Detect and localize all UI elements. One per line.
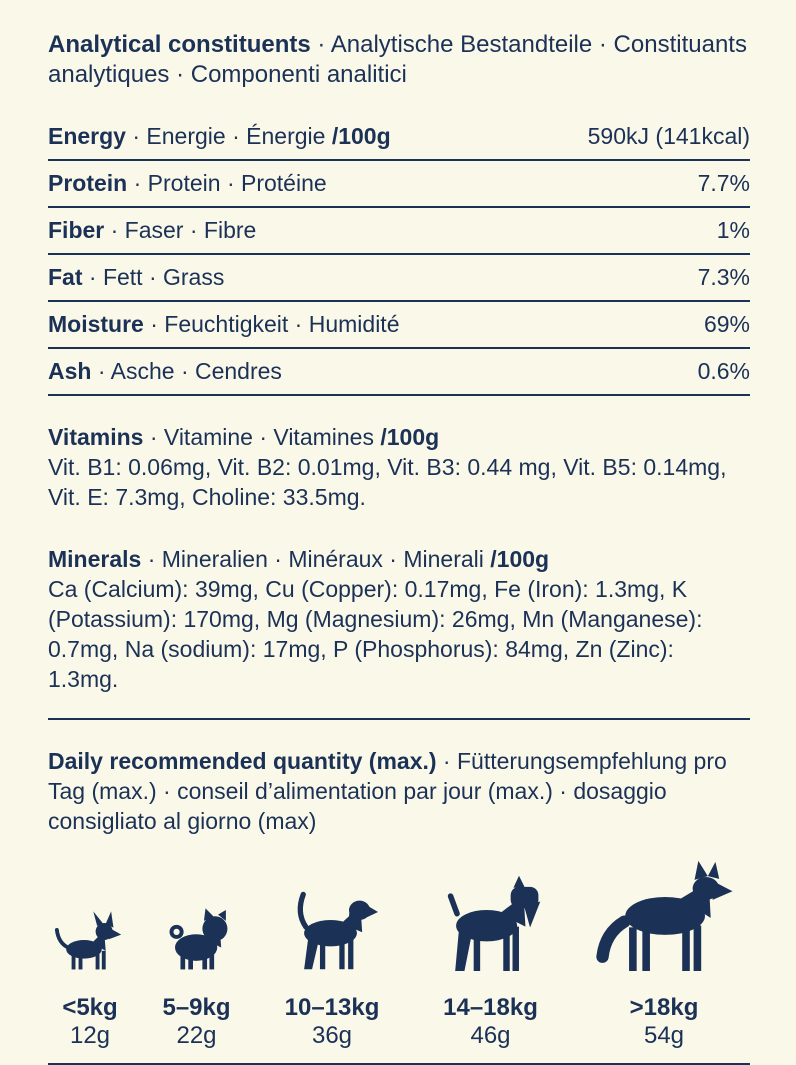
minerals-values: Ca (Calcium): 39mg, Cu (Copper): 0.17mg, Fe (Iron): 1.3mg, K (Potassium): 170mg, Mg (Magnesium): 26mg, Mn (Manganese): 0.7mg, Na (sodium): 17mg, P (Phosphorus): 84mg, Zn (Zinc): 1.3mg. <box>48 576 703 692</box>
row-translations: · Energie · Énergie <box>125 123 332 149</box>
row-value: 1% <box>716 217 750 243</box>
page-title <box>48 30 750 90</box>
row-translations: · Faser · Fibre <box>104 217 257 243</box>
dog-size-option-3 <box>261 859 403 1049</box>
weight-range: <5kg <box>62 994 118 1021</box>
row-label <box>48 123 391 150</box>
minerals-heading-unit: /100g <box>490 546 550 572</box>
row-label <box>48 311 399 338</box>
row-translations: · Fett · Grass <box>82 264 225 290</box>
row-value: 590kJ (141kcal) <box>587 123 750 149</box>
vitamins-section <box>48 422 750 512</box>
title-translations: · Analytische Bestandteile · Constituants analytiques · Componenti analitici <box>48 31 747 88</box>
weight-range: 10–13kg <box>284 994 380 1021</box>
row-label <box>48 358 282 385</box>
dog-size-option-5 <box>578 859 750 1049</box>
table-row-protein <box>48 161 750 208</box>
weight-range: >18kg <box>629 994 699 1021</box>
minerals-section <box>48 544 750 694</box>
title-english: Analytical constituents <box>48 31 311 58</box>
daily-amount: 36g <box>311 1022 353 1049</box>
daily-heading-translations: · Fütterungsempfehlung pro Tag (max.) · conseil d’alimentation par jour (max.) · dosaggio consigliato al giorno (max) <box>48 748 727 834</box>
row-unit: /100g <box>331 123 391 149</box>
schnauzer-icon <box>433 873 548 971</box>
weight-range: 5–9kg <box>162 994 231 1021</box>
chihuahua-icon <box>53 909 127 971</box>
vitamins-values: Vit. B1: 0.06mg, Vit. B2: 0.01mg, Vit. B3: 0.44 mg, Vit. B5: 0.14mg, Vit. E: 7.3mg, Choline: 33.5mg. <box>48 454 727 510</box>
row-value: 7.7% <box>697 170 750 196</box>
analytical-table <box>48 114 750 396</box>
row-value: 0.6% <box>697 358 750 384</box>
table-row-fat <box>48 255 750 302</box>
vitamins-heading-unit: /100g <box>380 424 440 450</box>
vitamins-heading <box>48 422 750 452</box>
row-label <box>48 170 327 197</box>
row-name: Energy <box>48 123 126 149</box>
vitamins-heading-english: Vitamins <box>48 424 144 450</box>
daily-amount: 22g <box>176 1022 217 1049</box>
husky-icon <box>593 859 735 971</box>
table-row-energy <box>48 114 750 161</box>
minerals-heading <box>48 544 750 574</box>
row-label <box>48 264 224 291</box>
daily-amount: 54g <box>643 1022 685 1049</box>
table-row-ash <box>48 349 750 396</box>
row-name: Ash <box>48 358 92 384</box>
minerals-heading-english: Minerals <box>48 546 142 572</box>
daily-amount: 12g <box>69 1022 111 1049</box>
table-row-fiber <box>48 208 750 255</box>
dog-size-option-2 <box>139 859 255 1049</box>
row-translations: · Feuchtigkeit · Humidité <box>143 311 400 337</box>
weight-range: 14–18kg <box>443 994 538 1021</box>
pug-icon <box>157 899 235 971</box>
row-name: Fiber <box>48 217 105 243</box>
row-value: 69% <box>703 311 750 337</box>
row-label <box>48 217 256 244</box>
row-name: Moisture <box>48 311 144 337</box>
table-row-moisture <box>48 302 750 349</box>
feeding-guide <box>48 859 750 1049</box>
row-value: 7.3% <box>697 264 750 290</box>
daily-quantity-heading <box>48 746 750 836</box>
daily-heading-english: Daily recommended quantity (max.) <box>48 748 437 774</box>
section-divider <box>48 718 750 720</box>
row-translations: · Protein · Protéine <box>127 170 327 196</box>
dog-size-option-1 <box>48 859 132 1049</box>
row-translations: · Asche · Cendres <box>91 358 282 384</box>
dog-size-option-4 <box>410 859 572 1049</box>
daily-amount: 46g <box>470 1022 511 1049</box>
row-name: Protein <box>48 170 128 196</box>
minerals-heading-translations: · Mineralien · Minéraux · Minerali <box>141 546 491 572</box>
vitamins-heading-translations: · Vitamine · Vitamines <box>143 424 381 450</box>
beagle-icon <box>283 883 382 971</box>
row-name: Fat <box>48 264 83 290</box>
